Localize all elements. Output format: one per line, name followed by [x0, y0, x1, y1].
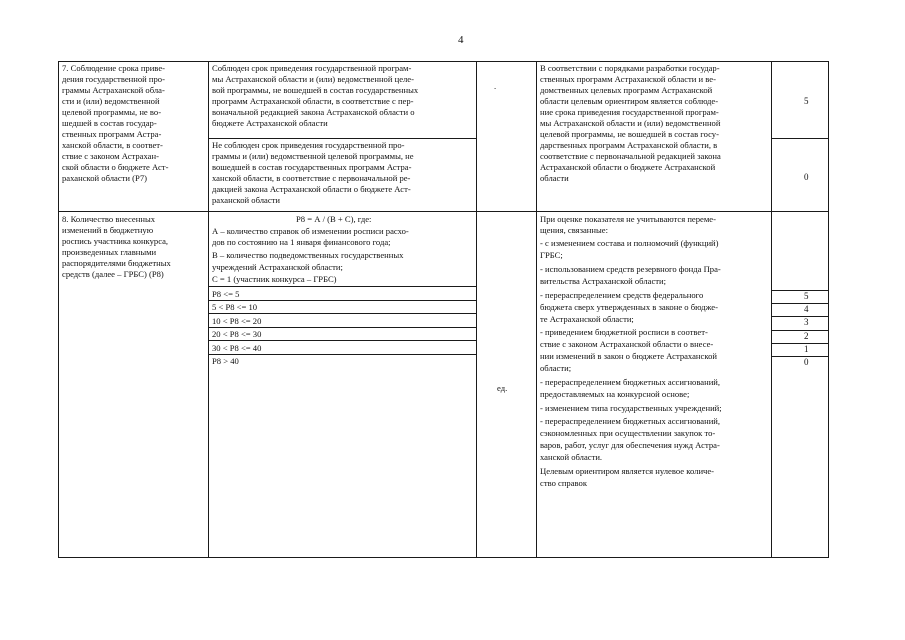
table-rule [58, 61, 829, 62]
score-value: 4 [804, 304, 809, 314]
table-rule [536, 61, 537, 558]
score-value: 5 [804, 291, 809, 301]
table-rule [208, 61, 209, 558]
table-rule [208, 340, 476, 341]
table-rule [771, 343, 829, 344]
table-rule [58, 61, 59, 558]
score-value: 3 [804, 317, 809, 327]
table-rule [771, 138, 829, 139]
table-rule [58, 211, 829, 212]
page-number: 4 [458, 34, 464, 46]
row7-score-met: 5 [804, 96, 809, 106]
table-rule [208, 354, 476, 355]
table-rule [771, 316, 829, 317]
table-rule [771, 303, 829, 304]
table-rule [771, 356, 829, 357]
table-rule [208, 286, 476, 287]
row7-unit: . [494, 81, 497, 91]
range-item: 10 < Р8 <= 20 [212, 316, 262, 326]
score-value: 2 [804, 331, 809, 341]
table-rule [771, 61, 772, 558]
table-rule [771, 330, 829, 331]
range-item: 30 < Р8 <= 40 [212, 343, 262, 353]
range-item: Р8 <= 5 [212, 289, 240, 299]
table-rule [208, 327, 476, 328]
row8-formula: Р8 = А / (В + С), где: [296, 214, 372, 224]
document-page: 4 7. Соблюдение срока приве- дения государственной про- граммы Астраханской обла- сти и (или) ведомственной целевой программы, не во- шедшей в состав государ- ственных программ Астра- ханской области, в соответ- ствие с законом Астрахан- ской области о бюджете Аст- раханской области (Р7) Соблюден срок приведения государственной програм- мы Астраханской области и (или) ведомственной целе- вой программы, не вошедшей в состав государственных программ Астраханской области, в соответствие с пер- воначальной редакцией закона Астраханской области о бюджете Астраханской области Не соблюден срок приведения государственной про- граммы и (или) ведомственной целевой программы, не вошедшей в состав государственных программ Астра- ханской области, в соответствие с первоначальной ре- дакцией закона Астраханской области о бюджете Аст- раханской области . В соответствии с порядками разработки государ- ственных программ Астраханской области и ве- домственных целевых программ Астраханской области целевым ориентиром является соблюде- ние срока приведения государственной програм- мы Астраханской области и (или) ведомственной целевой программы, не вошедшей в состав госу- дарственных программ Астраханской области, в соответствие с первоначальной редакцией закона Астраханской области о бюджете Астраханской области 5 0 8. Количество внесенных изменений в бюджетную роспись участника конкурса, произведенных главными распорядителями бюджетных средств (далее – ГРБС) (Р8) Р8 = А / (В + С), где: А – количество справок об изменении росписи расхо- дов по состоянию на 1 января финансового года; В – количество подведомственных государственных учреждений Астраханской области; С = 1 (участник конкурса – ГРБС) Р8 <= 5 5 < Р8 <= 10 10 < Р8 <= 20 20 < Р8 <= 30 30 < Р8 <= 40 Р8 > 40 ед. При оценке показателя не учитываются переме- щения, связанные: - с изменением состава и полномочий (функций) ГРБС; - использованием средств резервного фонда Пра- вительства Астраханской области; - перераспределением средств федерального бюджета сверх утвержденных в законе о бюдже- те Астраханской области; - приведением бюджетной росписи в соответ- ствие с законом Астраханской области о внесе- нии изменений в закон о бюджете Астраханской области; - перераспределением бюджетных ассигнований, предоставляемых на конкурсной основе; - изменением типа государственных учреждений; - перераспределением бюджетных ассигнований, сэкономленных при осуществлении закупок то- варов, работ, услуг для обеспечения нужд Астра- ханской области. Целевым ориентиром является нулевое количе- ство справок 5 4 3 2 1 0 [0, 0, 905, 640]
table-rule [208, 313, 476, 314]
table-rule [828, 61, 829, 558]
table-rule [208, 138, 476, 139]
range-item: 5 < Р8 <= 10 [212, 302, 258, 312]
row7-score-not-met: 0 [804, 172, 809, 182]
range-item: 20 < Р8 <= 30 [212, 329, 262, 339]
table-rule [476, 61, 477, 558]
score-value: 1 [804, 344, 809, 354]
table-rule [58, 557, 829, 558]
range-item: Р8 > 40 [212, 356, 239, 366]
table-rule [771, 290, 829, 291]
table-rule [208, 300, 476, 301]
score-value: 0 [804, 357, 809, 367]
row8-unit: ед. [497, 383, 508, 393]
